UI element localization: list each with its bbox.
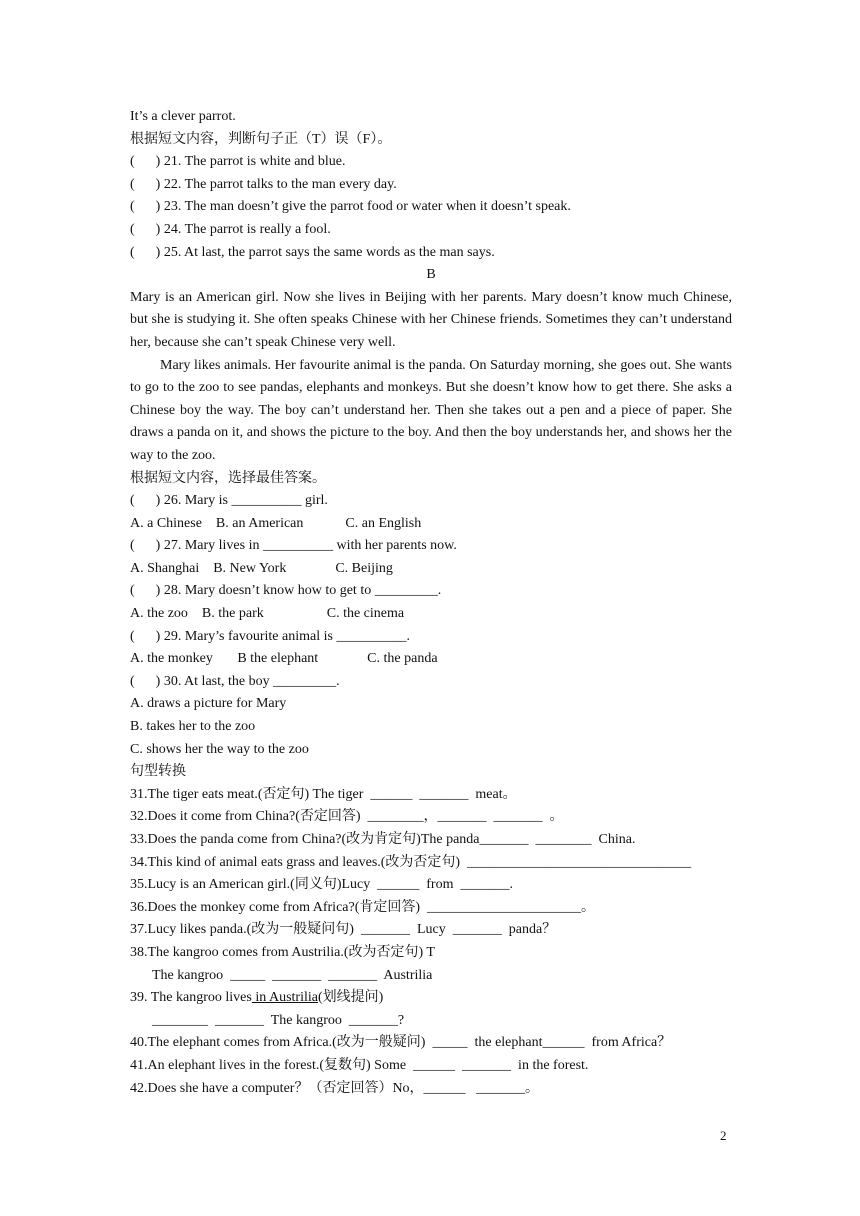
options-26: A. a Chinese B. an American C. an English xyxy=(130,515,422,531)
question-38-answer: The kangroo _____ _______ _______ Austrilia xyxy=(152,967,433,983)
options-28: A. the zoo B. the park C. the cinema xyxy=(130,606,405,622)
question-21: ( ) 21. The parrot is white and blue. xyxy=(130,154,346,170)
parrot-last-line: It’s a clever parrot. xyxy=(130,109,236,124)
option-30-c: C. shows her the way to the zoo xyxy=(130,741,309,757)
option-30-b: B. takes her to the zoo xyxy=(130,719,256,735)
question-34: 34.This kind of animal eats grass and leaves.(改为否定句) ________________________________ xyxy=(130,854,692,870)
question-22: ( ) 22. The parrot talks to the man every day. xyxy=(130,176,397,192)
choice-instruction: 根据短文内容，选择最佳答案。 xyxy=(130,470,326,486)
question-30: ( ) 30. At last, the boy _________. xyxy=(130,673,340,689)
passage-paragraph-1: Mary is an American girl. Now she lives in Beijing with her parents. Mary doesn’t know much Chinese, but she is studying it. She often speaks Chinese with her Chinese friends. Sometimes they can’t understand her, because she can’t speak Chinese very well. xyxy=(130,289,732,350)
section-b-heading: B xyxy=(426,267,436,283)
question-39-note: (划线提问) xyxy=(317,990,384,1006)
question-40: 40.The elephant comes from Africa.(改为一般疑问) _____ the elephant______ from Africa？ xyxy=(130,1035,672,1051)
passage-paragraph-2: Mary likes animals. Her favourite animal is the panda. On Saturday morning, she goes out. She wants to go to the zoo to see pandas, elephants and monkeys. But she doesn’t know how to get there. She asks a Chinese boy the way. The boy can’t understand her. Then she takes out a pen and a piece of paper. She draws a panda on it, and shows the picture to the boy. And then the boy understands her, and shows her the way to the zoo. xyxy=(130,357,732,463)
question-41: 41.An elephant lives in the forest.(复数句) Some ______ _______ in the forest. xyxy=(130,1057,589,1073)
question-39-underlined: in Austrilia xyxy=(251,990,318,1006)
question-28: ( ) 28. Mary doesn’t know how to get to _________. xyxy=(130,583,442,599)
question-31: 31.The tiger eats meat.(否定句) The tiger ______ _______ meat。 xyxy=(130,786,517,802)
question-38: 38.The kangroo comes from Austrilia.(改为否定句) T xyxy=(130,944,435,960)
question-23: ( ) 23. The man doesn’t give the parrot food or water when it doesn’t speak. xyxy=(130,199,571,215)
question-39-answer: ________ _______ The kangroo _______? xyxy=(152,1012,405,1028)
question-42: 42.Does she have a computer？（否定回答）No，______ _______。 xyxy=(130,1080,540,1096)
question-33: 33.Does the panda come from China?(改为肯定句)The panda_______ ________ China. xyxy=(130,832,636,847)
question-36: 36.Does the monkey come from Africa?(肯定回答) ______________________。 xyxy=(130,899,596,915)
question-29: ( ) 29. Mary’s favourite animal is __________. xyxy=(130,628,410,644)
worksheet-content xyxy=(130,106,732,1100)
options-27: A. Shanghai B. New York C. Beijing xyxy=(130,560,393,576)
question-26: ( ) 26. Mary is __________ girl. xyxy=(130,493,328,509)
question-35: 35.Lucy is an American girl.(同义句)Lucy ______ from _______. xyxy=(130,877,513,893)
options-29: A. the monkey B the elephant C. the panda xyxy=(130,651,438,667)
question-25: ( ) 25. At last, the parrot says the same words as the man says. xyxy=(130,244,495,260)
question-39-text: 39. The kangroo lives xyxy=(130,990,252,1006)
question-39 xyxy=(130,987,732,1010)
option-30-a: A. draws a picture for Mary xyxy=(130,696,287,712)
tf-instruction: 根据短文内容，判断句子正（T）误（F）。 xyxy=(130,131,392,147)
question-32: 32.Does it come from China?(否定回答) ________，_______ _______ 。 xyxy=(130,809,564,825)
question-27: ( ) 27. Mary lives in __________ with her parents now. xyxy=(130,538,457,554)
question-24: ( ) 24. The parrot is really a fool. xyxy=(130,221,331,237)
question-37: 37.Lucy likes panda.(改为一般疑问句) _______ Lucy _______ panda？ xyxy=(130,922,557,938)
page-number: 2 xyxy=(720,1128,727,1143)
transform-heading: 句型转换 xyxy=(130,764,186,780)
